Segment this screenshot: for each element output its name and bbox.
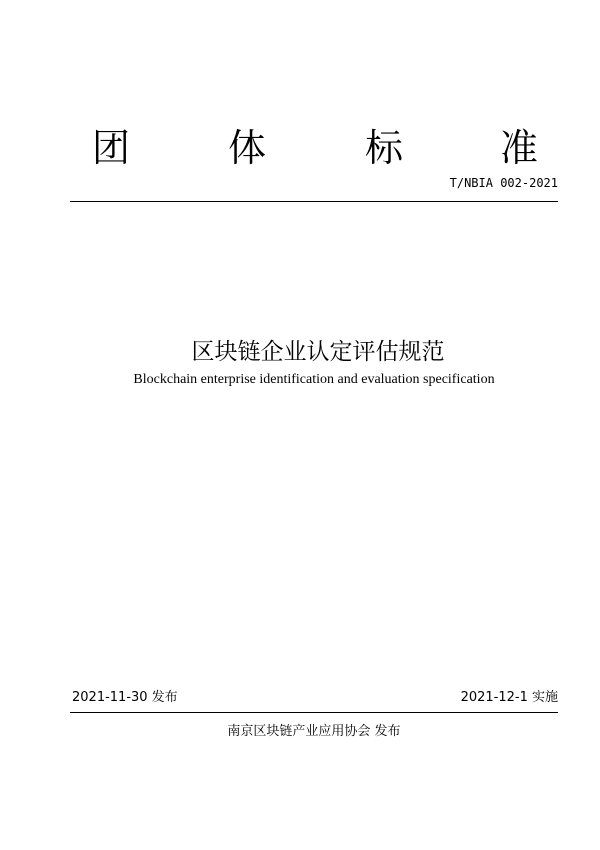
document-title-en: Blockchain enterprise identification and evaluation specification (133, 372, 495, 387)
doc-type-char: 团 (92, 126, 131, 170)
publish-date: 2021-11-30 发布 (72, 690, 178, 705)
header-divider (70, 201, 558, 202)
footer-divider (70, 712, 558, 713)
doc-type-char: 准 (500, 126, 539, 170)
implement-date: 2021-12-1 实施 (460, 690, 558, 705)
publisher: 南京区块链产业应用协会 发布 (227, 724, 401, 739)
doc-type-char: 体 (228, 126, 267, 170)
doc-type-char: 标 (365, 126, 404, 170)
document-title-cn: 区块链企业认定评估规范 (191, 339, 445, 365)
standard-number: T/NBIA 002-2021 (449, 176, 558, 190)
